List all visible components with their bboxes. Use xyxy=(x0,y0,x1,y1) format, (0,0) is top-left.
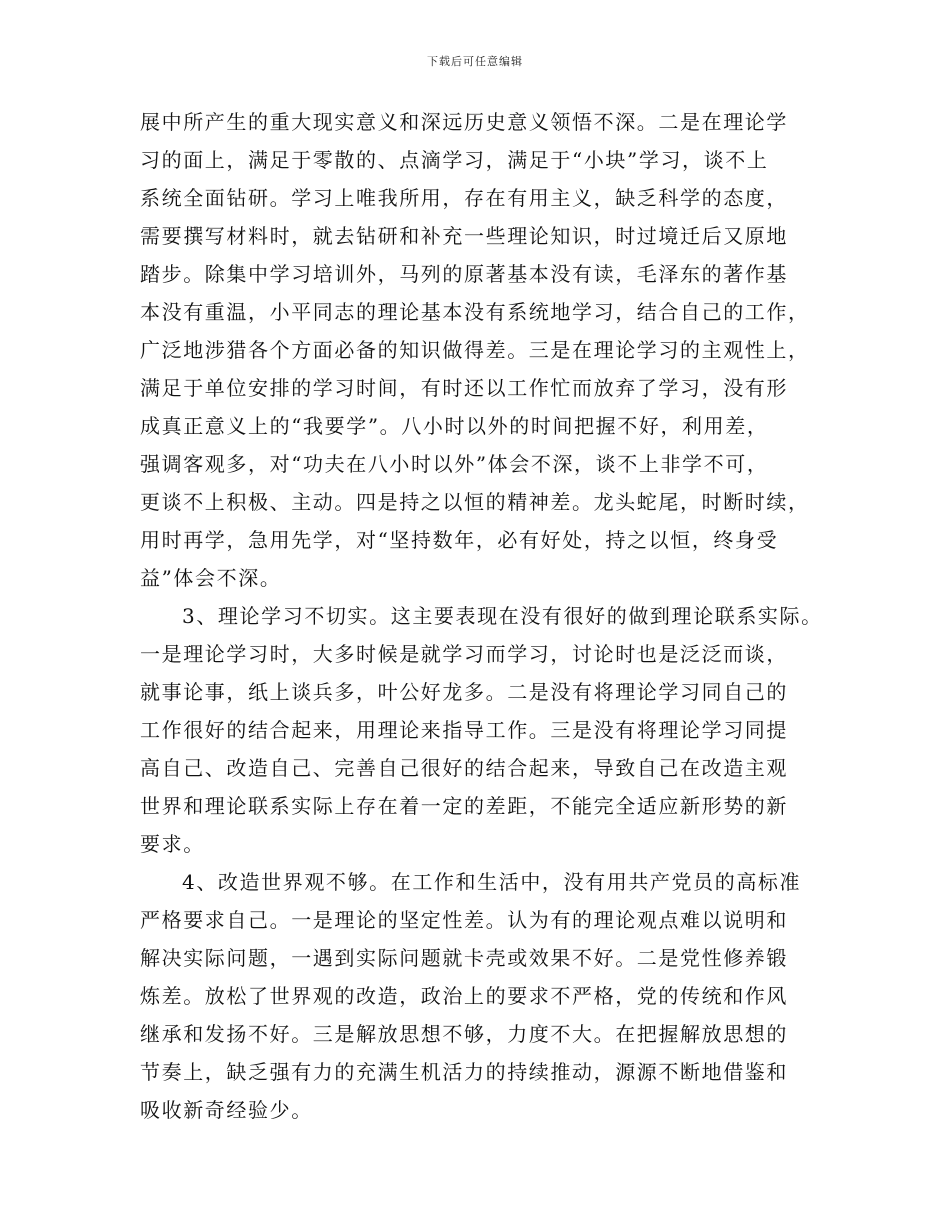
text-line: 炼差。放松了世界观的改造，政治上的要求不严格，党的传统和作风 xyxy=(140,984,788,1008)
text-line: 系统全面钻研。学习上唯我所用，存在有用主义，缺乏科学的态度， xyxy=(140,186,788,210)
text-line: 本没有重温，小平同志的理论基本没有系统地学习，结合自己的工作， xyxy=(140,300,810,324)
text-line: 习的面上，满足于零散的、点滴学习，满足于“小块”学习，谈不上 xyxy=(140,148,769,172)
text-line: 工作很好的结合起来，用理论来指导工作。三是没有将理论学习同提 xyxy=(140,718,788,742)
text-line: 4、改造世界观不够。在工作和生活中，没有用共产党员的高标准 xyxy=(182,870,802,894)
text-line: 3、理论学习不切实。这主要表现在没有很好的做到理论联系实际。 xyxy=(182,604,823,628)
text-line: 节奏上，缺乏强有力的充满生机活力的持续推动，源源不断地借鉴和 xyxy=(140,1060,788,1084)
text-line: 继承和发扬不好。三是解放思想不够，力度不大。在把握解放思想的 xyxy=(140,1022,788,1046)
text-line: 成真正意义上的“我要学”。八小时以外的时间把握不好，利用差， xyxy=(140,414,769,438)
text-line: 踏步。除集中学习培训外，马列的原著基本没有读，毛泽东的著作基 xyxy=(140,262,788,286)
text-line: 满足于单位安排的学习时间，有时还以工作忙而放弃了学习，没有形 xyxy=(140,376,788,400)
text-line: 一是理论学习时，大多时候是就学习而学习，讨论时也是泛泛而谈， xyxy=(140,642,788,666)
text-line: 更谈不上积极、主动。四是持之以恒的精神差。龙头蛇尾，时断时续， xyxy=(140,490,810,514)
page-header: 下载后可任意编辑 xyxy=(427,55,523,68)
text-line: 展中所产生的重大现实意义和深远历史意义领悟不深。二是在理论学 xyxy=(140,110,788,134)
text-line: 就事论事，纸上谈兵多，叶公好龙多。二是没有将理论学习同自己的 xyxy=(140,680,788,704)
text-line: 高自己、改造自己、完善自己很好的结合起来，导致自己在改造主观 xyxy=(140,756,788,780)
text-line: 用时再学，急用先学，对“坚持数年，必有好处，持之以恒，终身受 xyxy=(140,528,779,552)
text-line: 世界和理论联系实际上存在着一定的差距，不能完全适应新形势的新 xyxy=(140,794,788,818)
text-line: 益”体会不深。 xyxy=(140,566,282,590)
text-line: 解决实际问题，一遇到实际问题就卡壳或效果不好。二是党性修养锻 xyxy=(140,946,788,970)
text-line: 严格要求自己。一是理论的坚定性差。认为有的理论观点难以说明和 xyxy=(140,908,788,932)
document-body xyxy=(140,103,823,1129)
text-line: 吸收新奇经验少。 xyxy=(140,1098,313,1122)
text-line: 要求。 xyxy=(140,832,205,856)
text-line: 强调客观多，对“功夫在八小时以外”体会不深，谈不上非学不可， xyxy=(140,452,769,476)
text-line: 需要撰写材料时，就去钻研和补充一些理论知识，时过境迁后又原地 xyxy=(140,224,788,248)
text-line: 广泛地涉猎各个方面必备的知识做得差。三是在理论学习的主观性上， xyxy=(140,338,810,362)
